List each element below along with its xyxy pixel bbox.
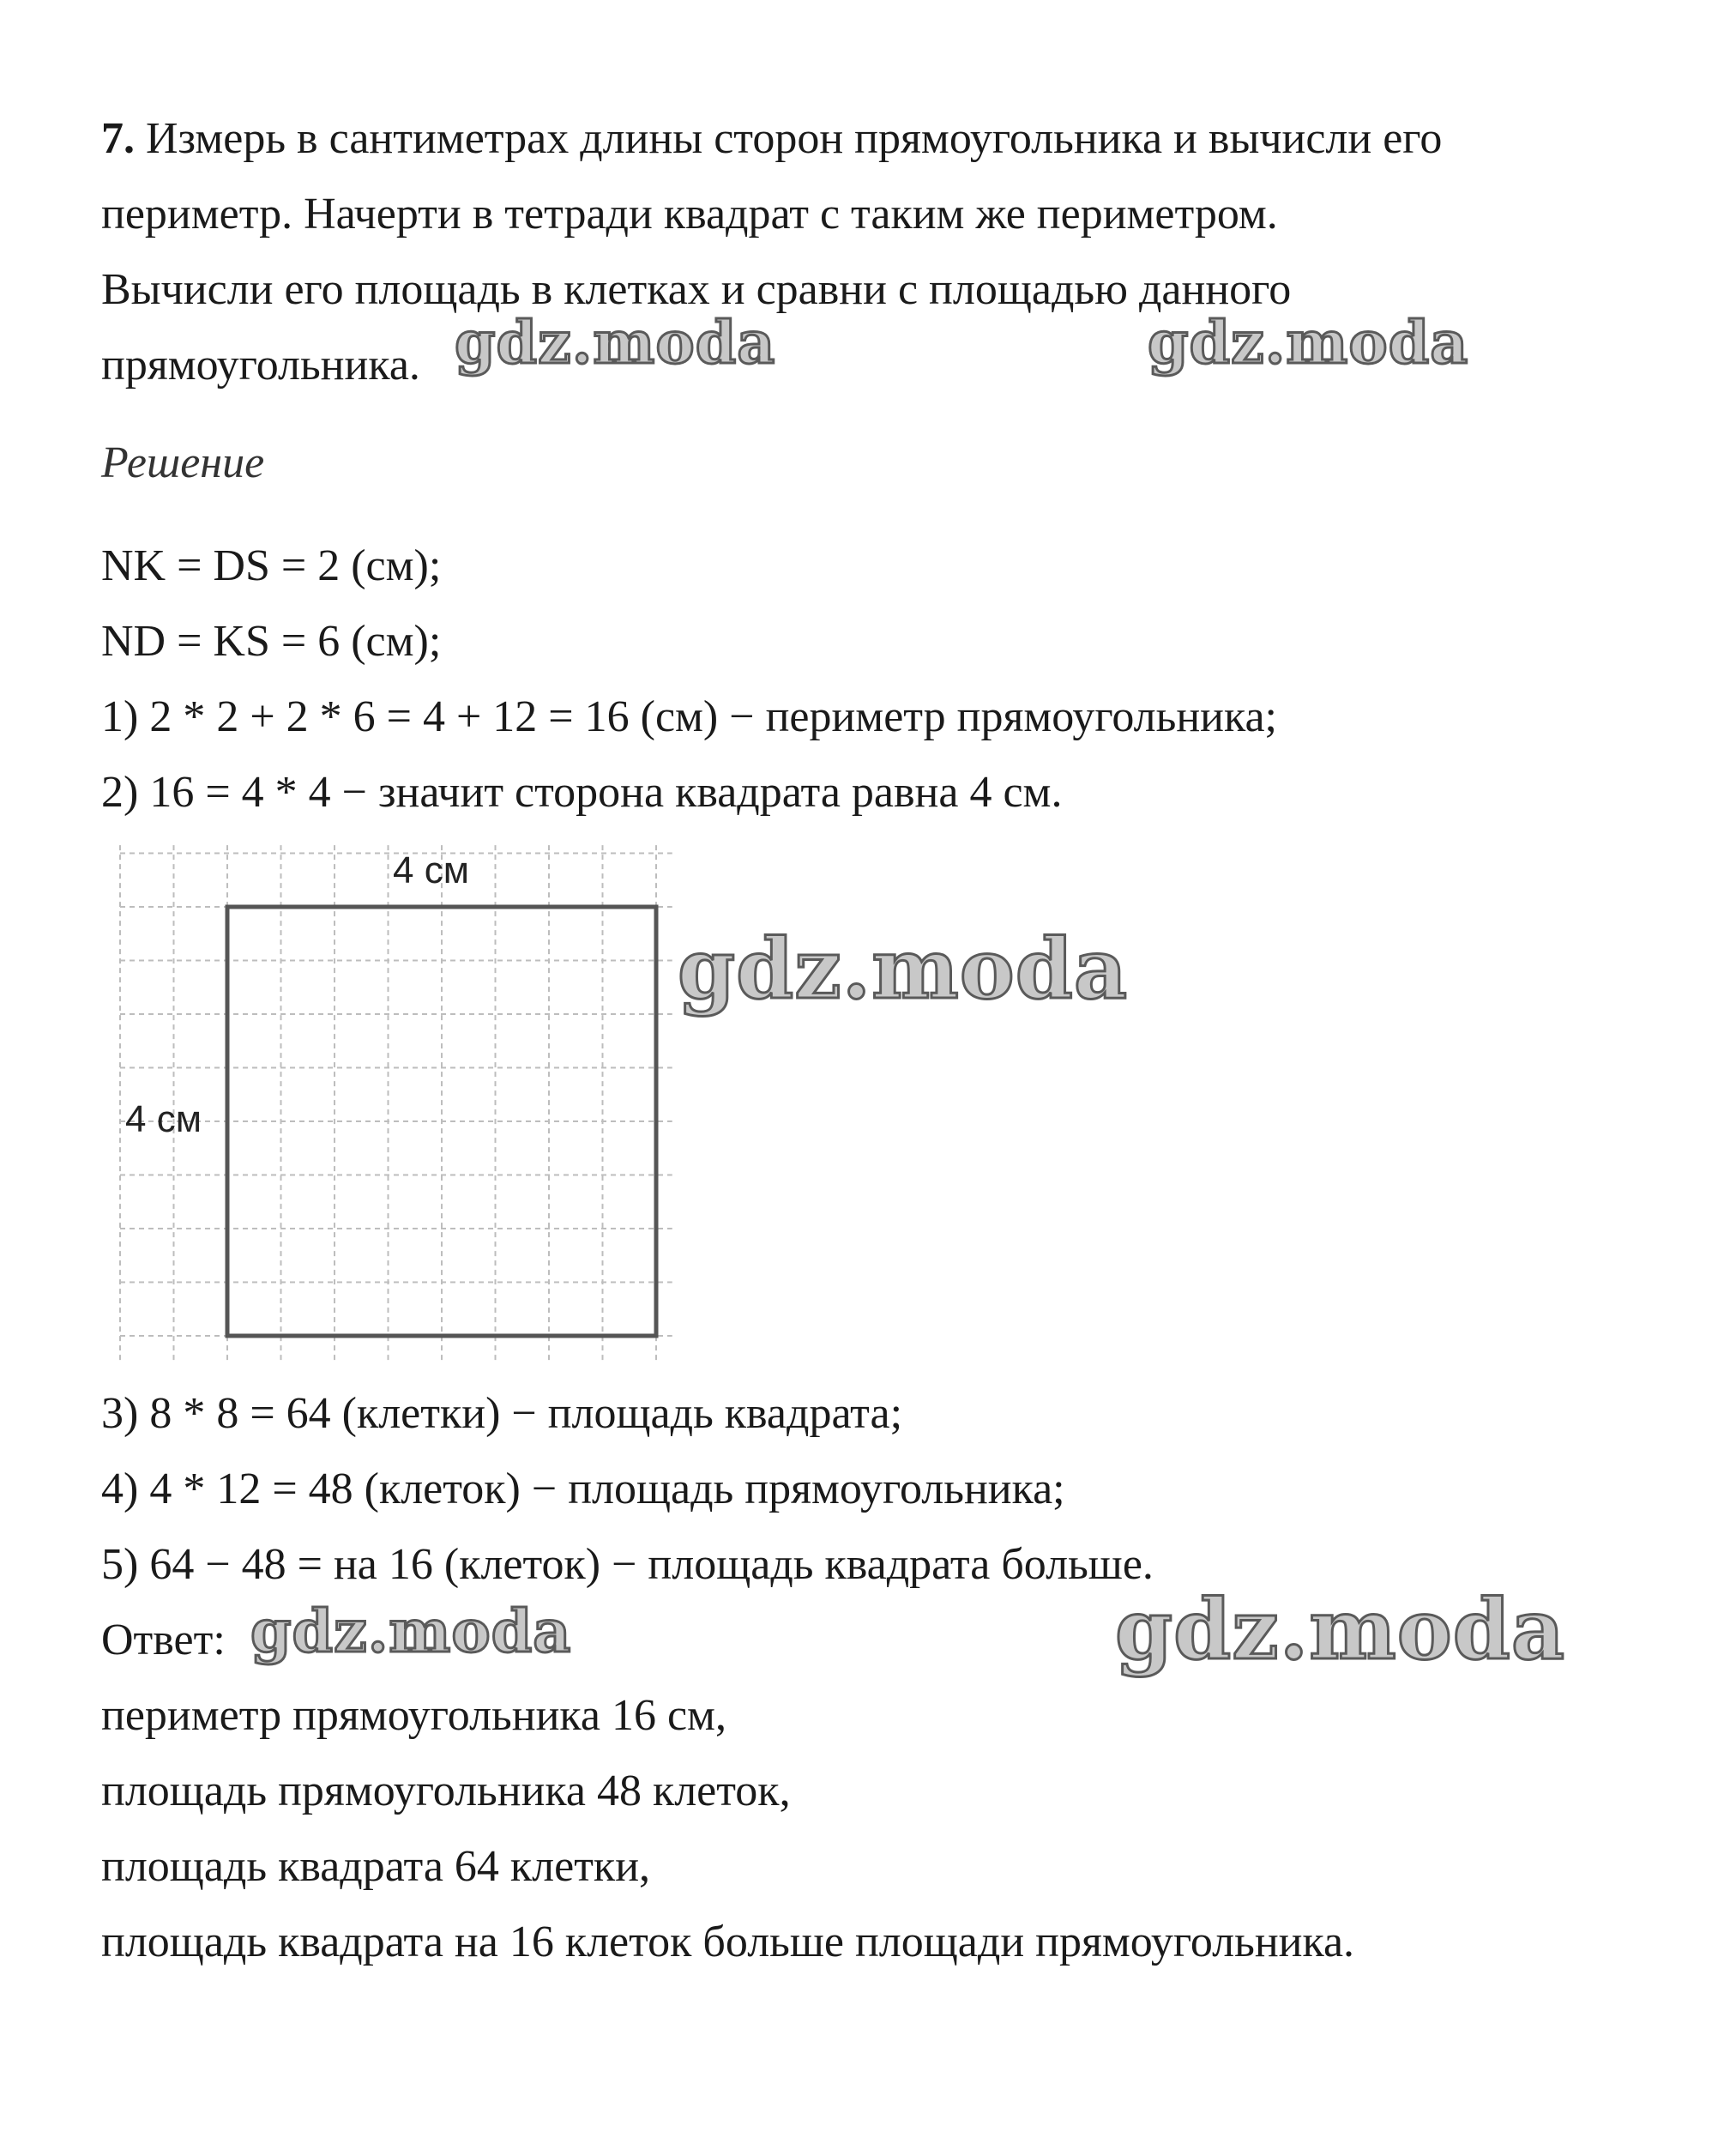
step-1: NK = DS = 2 (см); [101,541,442,590]
watermark-2: gdz.moda [1148,309,1469,377]
solution-heading: Решение [101,438,265,487]
answer-line-4: площадь квадрата на 16 клеток больше площади прямоугольника. [101,1918,1355,1966]
square-left-label: 4 см [125,1098,202,1140]
grid [120,845,672,1360]
step-2: ND = KS = 6 (см); [101,617,442,666]
step-7: 5) 64 − 48 = на 16 (клеток) − площадь квадрата больше. [101,1540,1154,1589]
task-text-1: Измерь в сантиметрах длины сторон прямоугольника и вычисли его [146,114,1443,163]
watermark-1: gdz.moda [455,309,776,377]
step-4: 2) 16 = 4 * 4 − значит сторона квадрата равна 4 см. [101,768,1063,817]
task-line-3: Вычисли его площадь в клетках и сравни с площадью данного [101,265,1292,314]
watermark-5: gdz.moda [1115,1581,1566,1678]
answer-line-1: периметр прямоугольника 16 см, [101,1691,726,1740]
answer-line-2: площадь прямоугольника 48 клеток, [101,1767,791,1815]
task-line-4: прямоугольника. [101,341,420,390]
watermark-3: gdz.moda [678,921,1129,1018]
watermark-4: gdz.moda [250,1597,572,1666]
answer-label: Ответ: [101,1616,226,1664]
step-5: 3) 8 * 8 = 64 (клетки) − площадь квадрата; [101,1389,903,1438]
step-6: 4) 4 * 12 = 48 (клеток) − площадь прямоугольника; [101,1465,1065,1513]
task-line-2: периметр. Начерти в тетради квадрат с таким же периметром. [101,190,1278,239]
step-3: 1) 2 * 2 + 2 * 6 = 4 + 12 = 16 (см) − периметр прямоугольника; [101,692,1277,741]
answer-line-3: площадь квадрата 64 клетки, [101,1842,651,1891]
task-number: 7. [101,114,135,163]
square-top-label: 4 см [393,849,469,891]
